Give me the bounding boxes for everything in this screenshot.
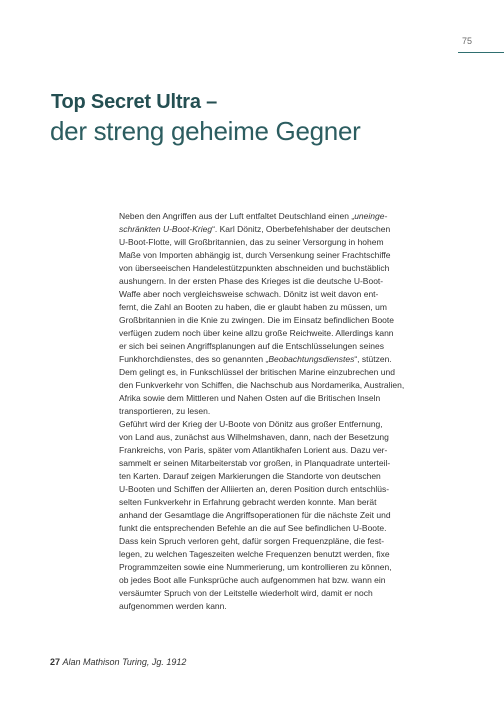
body-line: ob jedes Boot alle Funksprüche auch aufgenommen hat bzw. wann ein <box>119 575 386 585</box>
header-rule <box>458 52 504 53</box>
body-line: sammelt er seinen Mitarbeiterstab vor großen, in Planquadrate unterteil- <box>119 458 391 468</box>
body-line: den Funkverkehr von Schiffen, die Nachschub aus Nordamerika, Australien, <box>119 380 405 390</box>
italic-term: Beobachtungsdienstes <box>268 354 355 364</box>
body-line: legen, zu welchen Tageszeiten welche Frequenzen benutzt werden, fixe <box>119 549 390 559</box>
body-line: Frankreichs, von Paris, später vom Atlantikhafen Lorient aus. Dazu ver- <box>119 445 388 455</box>
body-line: U-Boot-Flotte, will Großbritannien, das zu seiner Versorgung in hohem <box>119 237 384 247</box>
body-text <box>119 210 458 613</box>
figure-caption <box>50 657 186 667</box>
body-line: U-Booten und Schiffen der Alliierten an, deren Position durch entschlüs- <box>119 484 390 494</box>
body-line: versäumter Spruch von der Leitstelle wiederholt wird, damit er noch <box>119 588 373 598</box>
body-line: Afrika sowie dem Mittleren und Nahen Osten auf die Britischen Inseln <box>119 393 381 403</box>
figure-number: 27 <box>50 657 61 667</box>
body-line: Großbritannien in die Knie zu zwingen. Die im Einsatz befindlichen Boote <box>119 315 394 325</box>
body-line: von Land aus, zunächst aus Wilhelmshaven, dann, nach der Besetzung <box>119 432 389 442</box>
body-line: von überseeischen Handelestützpunkten abschneiden und buchstäblich <box>119 263 390 273</box>
body-line: Dass kein Spruch verloren geht, dafür sorgen Frequenzpläne, die fest- <box>119 536 385 546</box>
chapter-title-bold: Top Secret Ultra – <box>51 91 218 113</box>
chapter-title-light: der streng geheime Gegner <box>50 116 361 146</box>
body-line: Funkhorchdienstes, des so genannten „Beobachtungsdienstes“, stützen. <box>119 354 392 364</box>
body-line: selten Funkverkehr in Erfahrung gebracht werden konnte. Man berät <box>119 497 377 507</box>
body-line: Maße von Importen abhängig ist, durch Versenkung seiner Frachtschiffe <box>119 250 391 260</box>
body-line: ten Karten. Darauf zeigen Markierungen die Standorte von deutschen <box>119 471 381 481</box>
italic-term: schränkten U-Boot-Krieg <box>119 224 213 234</box>
body-line: er sich bei seinen Angriffsplanungen auf die Entschlüsselungen seines <box>119 341 384 351</box>
page-number: 75 <box>461 36 472 46</box>
body-line: Waffe aber noch vergleichsweise schwach. Dönitz ist weit davon ent- <box>119 289 379 299</box>
body-line: funkt die entsprechenden Befehle an die auf See befindlichen U-Boote. <box>119 523 387 533</box>
italic-term: uneinge- <box>354 211 388 221</box>
body-line: verfügen zudem noch über keine allzu große Reichweite. Allerdings kann <box>119 328 394 338</box>
figure-caption-text: Alan Mathison Turing, Jg. 1912 <box>62 657 187 667</box>
body-line: aushungern. In der ersten Phase des Krieges ist die deutsche U-Boot- <box>119 276 384 286</box>
body-line: aufgenommen werden kann. <box>119 601 227 611</box>
body-line: anhand der Gesamtlage die Angriffsoperationen für die nächste Zeit und <box>119 510 391 520</box>
body-line: Geführt wird der Krieg der U-Boote von Dönitz aus großer Entfernung, <box>119 419 383 429</box>
body-line: Neben den Angriffen aus der Luft entfaltet Deutschland einen „uneinge- <box>119 211 388 221</box>
body-line: Dem gelingt es, in Funkschlüssel der britischen Marine einzubrechen und <box>119 367 395 377</box>
body-line: transportieren, zu lesen. <box>119 406 211 416</box>
body-line: Programmzeiten sowie eine Nummerierung, um kontrollieren zu können, <box>119 562 392 572</box>
body-line: schränkten U-Boot-Krieg“. Karl Dönitz, Oberbefehlshaber der deutschen <box>119 224 391 234</box>
body-line: fernt, die Zahl an Booten zu haben, die er glaubt haben zu müssen, um <box>119 302 387 312</box>
